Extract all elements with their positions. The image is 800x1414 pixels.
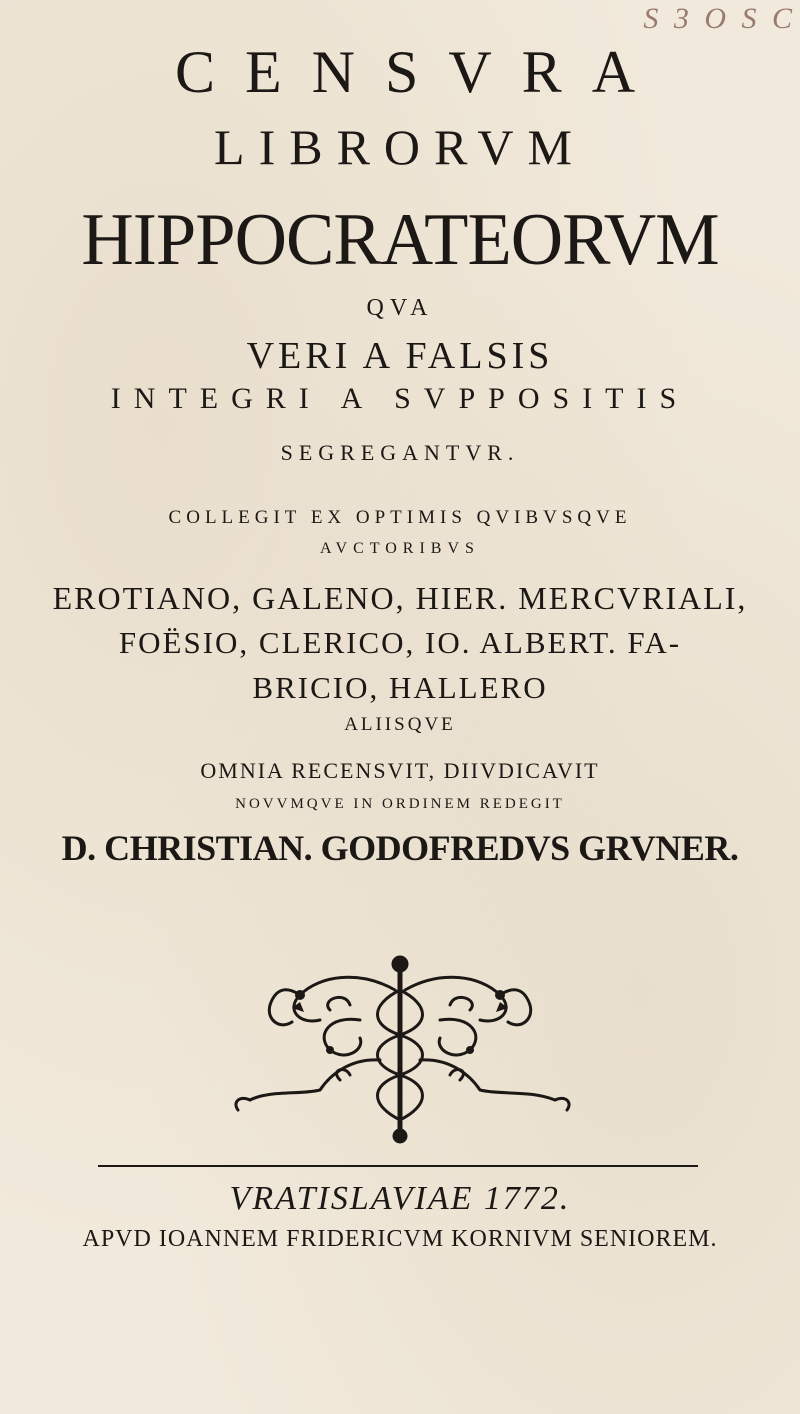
shelfmark-annotation: S 3 O S C: [643, 2, 796, 35]
editorial-line-omnia: OMNIA RECENSVIT, DIIVDICAVIT: [200, 758, 600, 783]
authors-line-aliisque: ALIISQVE: [344, 714, 456, 735]
title-line-segregantur: SEGREGANTVR.: [280, 440, 520, 465]
title-line-censura: CENSVRA: [174, 39, 666, 105]
author-name: D. CHRISTIAN. GODOFREDVS GRVNER.: [61, 828, 739, 868]
imprint-place-year: VRATISLAVIAE 1772.: [229, 1180, 571, 1217]
title-line-librorum: LIBRORVM: [214, 119, 586, 175]
authors-line-3: BRICIO, HALLERO: [252, 670, 548, 705]
title-line-qua: QVA: [366, 295, 434, 321]
subtitle-line-auctoribus: AVCTORIBVS: [320, 540, 480, 557]
subtitle-line-collegit: COLLEGIT EX OPTIMIS QVIBVSQVE: [168, 507, 632, 528]
horizontal-rule: [98, 1165, 698, 1167]
imprint-printer: APVD IOANNEM FRIDERICVM KORNIVM SENIOREM.: [82, 1226, 718, 1252]
caduceus-vignette-icon: [0, 950, 800, 1150]
authors-line-2: FOËSIO, CLERICO, IO. ALBERT. FA-: [118, 625, 682, 660]
title-line-hippocrateorum: HIPPOCRATEORVM: [81, 199, 719, 281]
authors-line-1: EROTIANO, GALENO, HIER. MERCVRIALI,: [52, 580, 748, 616]
title-line-integri: INTEGRI A SVPPOSITIS: [110, 382, 690, 415]
title-line-veri-a-falsis: VERI A FALSIS: [246, 335, 554, 377]
editorial-line-novumque: NOVVMQVE IN ORDINEM REDEGIT: [235, 796, 565, 812]
